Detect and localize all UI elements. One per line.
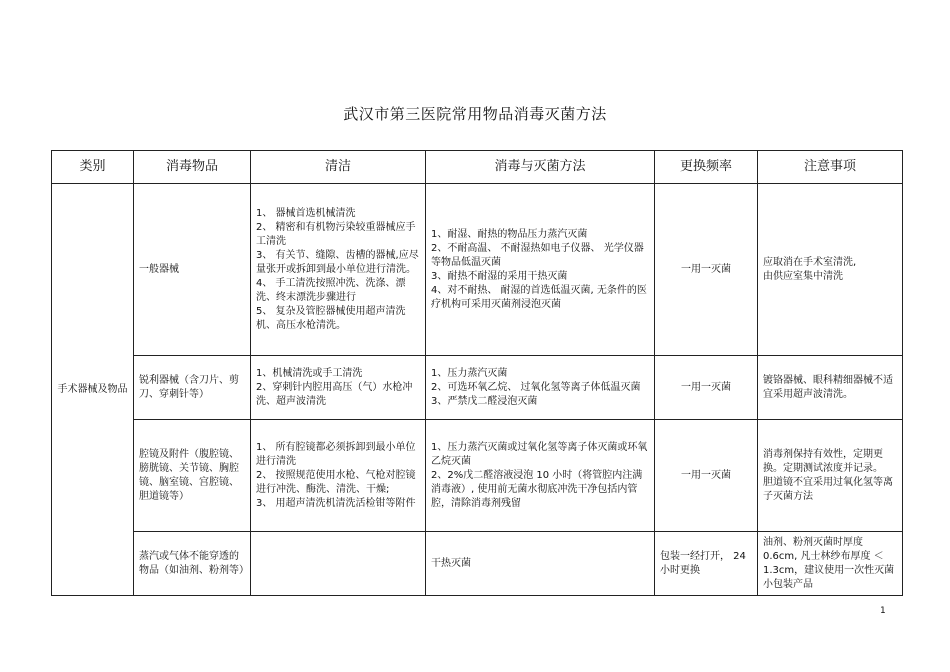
note-line: 胆道镜不宜采用过氧化氢等离子灭菌方法	[763, 476, 893, 502]
cleaning-cell	[251, 356, 426, 420]
note-line: 应取消在手术室清洗,	[763, 256, 857, 268]
header-frequency: 更换频率	[655, 151, 758, 184]
table-row	[52, 532, 903, 596]
cleaning-step: 1、机械清洗或手工清洗	[256, 367, 363, 379]
cleaning-step: 4、 手工清洗按照冲洗、洗涤、漂洗、终末漂洗步骤进行	[256, 277, 406, 303]
item-cell: 一般器械	[134, 184, 251, 356]
method-step: 3、严禁戊二醛浸泡灭菌	[431, 395, 538, 407]
method-step: 2、不耐高温、 不耐湿热如电子仪器、 光学仪器等物品低温灭菌	[431, 242, 644, 268]
cleaning-step: 3、 有关节、缝隙、齿槽的器械,应尽量张开或拆卸到最小单位进行清洗。	[256, 249, 419, 275]
table-header-row	[52, 151, 903, 184]
document-title: 武汉市第三医院常用物品消毒灭菌方法	[343, 105, 607, 123]
page-number: 1	[880, 606, 886, 616]
cleaning-step: 2、 精密和有机物污染较重器械应手工清洗	[256, 221, 416, 247]
cleaning-step: 1、 所有腔镜都必须拆卸到最小单位进行清洗	[256, 441, 416, 467]
cleaning-step: 3、 用超声清洗机清洗活检钳等附件	[256, 497, 416, 509]
table-row	[52, 356, 903, 420]
cleaning-cell	[251, 184, 426, 356]
item-cell: 蒸汽或气体不能穿透的物品（如油剂、粉剂等）	[134, 532, 251, 596]
header-cleaning: 清洁	[251, 151, 426, 184]
item-cell: 腔镜及附件（腹腔镜、膀胱镜、关节镜、胸腔镜、脑室镜、宫腔镜、胆道镜等）	[134, 420, 251, 532]
header-method: 消毒与灭菌方法	[426, 151, 655, 184]
cleaning-step: 1、 器械首选机械清洗	[256, 207, 356, 219]
category-cell: 手术器械及物品	[52, 184, 134, 596]
cleaning-step: 2、穿刺针内腔用高压（气）水枪冲洗、超声波清洗	[256, 381, 413, 407]
method-step: 干热灭菌	[431, 557, 471, 569]
cleaning-cell	[251, 420, 426, 532]
frequency-cell: 一用一灭菌	[655, 356, 758, 420]
notes-cell	[758, 356, 903, 420]
header-notes: 注意事项	[758, 151, 903, 184]
table-row	[52, 184, 903, 356]
frequency-cell: 一用一灭菌	[655, 420, 758, 532]
cleaning-step: 2、 按照规范使用水枪、气枪对腔镜进行冲洗、酶洗、清洗、干燥;	[256, 469, 416, 495]
notes-cell	[758, 420, 903, 532]
method-cell	[426, 356, 655, 420]
method-cell	[426, 184, 655, 356]
cleaning-step: 5、 复杂及管腔器械使用超声清洗机、高压水枪清洗。	[256, 305, 406, 331]
method-step: 3、耐热不耐湿的采用干热灭菌	[431, 270, 568, 282]
notes-cell	[758, 532, 903, 596]
note-line: 油剂、粉剂灭菌时厚度 0.6cm, 凡士林纱布厚度 ＜ 1.3cm，建议使用一次性灭菌小包装产品	[763, 536, 895, 590]
frequency-cell: 包装一经打开， 24 小时更换	[655, 532, 758, 596]
method-cell	[426, 532, 655, 596]
method-cell	[426, 420, 655, 532]
frequency-cell: 一用一灭菌	[655, 184, 758, 356]
method-step: 4、对不耐热、 耐湿的首选低温灭菌, 无条件的医疗机构可采用灭菌剂浸泡灭菌	[431, 284, 647, 310]
disinfection-table	[51, 150, 903, 596]
note-line: 由供应室集中清洗	[763, 270, 843, 282]
method-step: 2、2%戊二醛溶液浸泡 10 小时（将管腔内注满消毒液）, 使用前无菌水彻底冲洗干净包括内管腔，清除消毒剂残留	[431, 469, 643, 509]
note-line: 消毒剂保持有效性，定期更换。定期测试浓度并记录。	[763, 448, 883, 474]
note-line: 镀铬器械、眼科精细器械不适宜采用超声波清洗。	[763, 374, 893, 400]
header-category: 类别	[52, 151, 134, 184]
method-step: 2、可选环氧乙烷、 过氧化氢等离子体低温灭菌	[431, 381, 641, 393]
method-step: 1、压力蒸汽灭菌或过氧化氢等离子体灭菌或环氧乙烷灭菌	[431, 441, 648, 467]
header-item: 消毒物品	[134, 151, 251, 184]
cleaning-cell	[251, 532, 426, 596]
table-row	[52, 420, 903, 532]
notes-cell	[758, 184, 903, 356]
method-step: 1、耐湿、耐热的物品压力蒸汽灭菌	[431, 228, 588, 240]
method-step: 1、压力蒸汽灭菌	[431, 367, 508, 379]
item-cell: 锐利器械（含刀片、剪刀、穿刺针等）	[134, 356, 251, 420]
